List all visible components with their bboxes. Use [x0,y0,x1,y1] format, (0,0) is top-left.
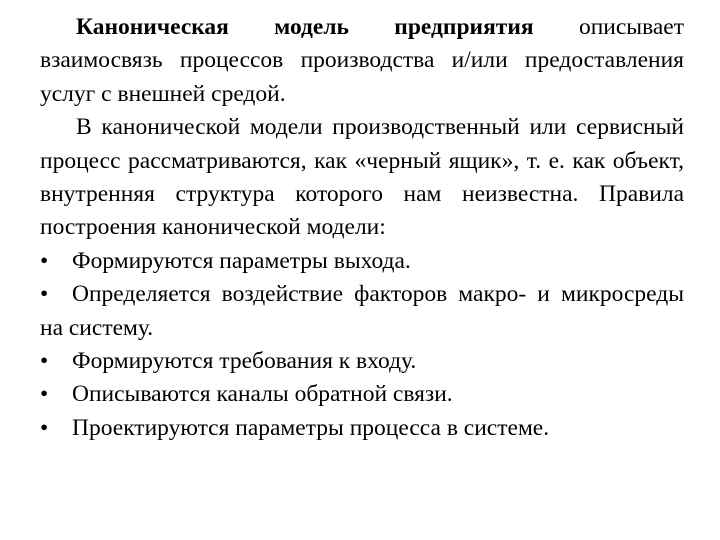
list-item-text: Проектируются параметры процесса в системе. [72,414,550,441]
list-item [40,378,684,411]
bullet-icon: • [40,381,49,408]
list-item-text: Определяется воздействие факторов макро- и микросреды на систему. [40,281,684,341]
bullet-icon: • [40,281,49,308]
key-term: Каноническая модель предприятия [76,14,534,40]
bullet-icon: • [40,247,49,274]
intro-paragraph [40,11,684,111]
list-item-text: Описываются каналы обратной связи. [72,381,453,408]
bullet-icon: • [40,348,49,375]
list-item-text: Формируются требования к входу. [72,348,417,375]
rules-list [40,245,684,445]
intro-text: описывает взаимосвязь процессов производства и/или предоставления услуг с внешней средой. [40,14,684,107]
model-paragraph: В канонической модели производственный или сервисный процесс рассматриваются, как «черный ящик», т. е. как объект, внутренняя структура которого нам неизвестна. Правила построения канонической модели: [40,114,684,241]
bullet-icon: • [40,414,49,441]
list-item-text: Формируются параметры выхода. [72,247,411,274]
list-item [40,412,684,445]
list-item [40,345,684,378]
list-item [40,278,684,345]
list-item [40,245,684,278]
